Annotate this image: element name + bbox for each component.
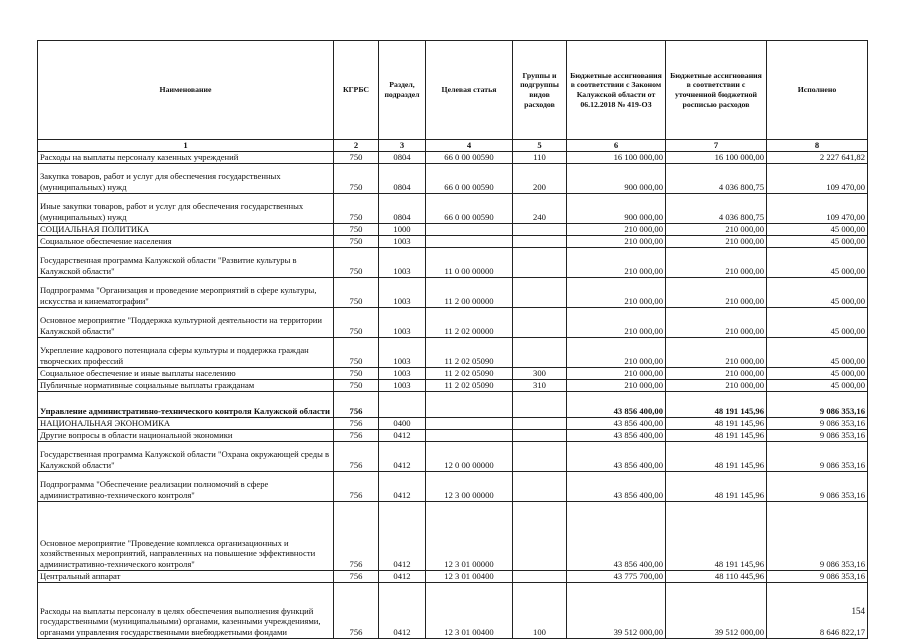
row-section: 1003 (379, 247, 426, 277)
column-number: 7 (666, 140, 767, 152)
row-target: 12 3 01 00400 (426, 570, 513, 582)
row-law-allocation: 210 000,00 (567, 307, 666, 337)
row-group: 310 (513, 379, 567, 391)
column-number: 5 (513, 140, 567, 152)
row-kgrbs: 750 (334, 379, 379, 391)
header-law-allocations: Бюджетные ассигнования в соответствии с Законом Калужской области от 06.12.2018 № 419-ОЗ (567, 41, 666, 140)
row-section: 0804 (379, 151, 426, 163)
row-kgrbs: 750 (334, 235, 379, 247)
row-section: 0412 (379, 501, 426, 570)
row-section: 1003 (379, 307, 426, 337)
header-kgrbs: КГРБС (334, 41, 379, 140)
row-executed: 9 086 353,16 (767, 417, 868, 429)
row-group: 200 (513, 163, 567, 193)
page-number: 154 (851, 606, 865, 616)
table-row (38, 235, 868, 247)
row-group (513, 391, 567, 417)
row-law-allocation: 210 000,00 (567, 223, 666, 235)
row-name: Подпрограмма "Обеспечение реализации полномочий в сфере административно-технического контроля" (38, 471, 334, 501)
row-law-allocation: 43 856 400,00 (567, 471, 666, 501)
row-group (513, 337, 567, 367)
row-name: Центральный аппарат (38, 570, 334, 582)
row-refined-allocation: 4 036 800,75 (666, 193, 767, 223)
row-target (426, 223, 513, 235)
table-body (38, 151, 868, 638)
row-name: Иные закупки товаров, работ и услуг для обеспечения государственных (муниципальных) нужд (38, 193, 334, 223)
row-kgrbs: 756 (334, 582, 379, 638)
row-name: Расходы на выплаты персоналу казенных учреждений (38, 151, 334, 163)
row-executed: 9 086 353,16 (767, 429, 868, 441)
row-refined-allocation: 210 000,00 (666, 223, 767, 235)
table-row (38, 379, 868, 391)
row-target (426, 235, 513, 247)
row-section: 1003 (379, 235, 426, 247)
row-law-allocation: 900 000,00 (567, 193, 666, 223)
row-executed: 45 000,00 (767, 307, 868, 337)
table-row (38, 307, 868, 337)
row-target: 66 0 00 00590 (426, 193, 513, 223)
row-target: 11 2 02 00000 (426, 307, 513, 337)
row-section: 0412 (379, 582, 426, 638)
row-kgrbs: 750 (334, 163, 379, 193)
row-law-allocation: 43 856 400,00 (567, 417, 666, 429)
row-target (426, 391, 513, 417)
table-row (38, 277, 868, 307)
header-row (38, 41, 868, 140)
row-section: 0804 (379, 193, 426, 223)
row-section: 0412 (379, 429, 426, 441)
row-executed: 45 000,00 (767, 247, 868, 277)
row-refined-allocation: 210 000,00 (666, 379, 767, 391)
column-number: 6 (567, 140, 666, 152)
header-refined-allocations: Бюджетные ассигнования в соответствии с уточненной бюджетной росписью расходов (666, 41, 767, 140)
row-executed: 8 646 822,17 (767, 582, 868, 638)
row-kgrbs: 756 (334, 441, 379, 471)
row-law-allocation: 43 856 400,00 (567, 441, 666, 471)
row-section: 1003 (379, 337, 426, 367)
row-kgrbs: 756 (334, 417, 379, 429)
row-executed: 45 000,00 (767, 367, 868, 379)
row-executed: 9 086 353,16 (767, 570, 868, 582)
row-target: 11 2 02 05090 (426, 367, 513, 379)
row-executed: 45 000,00 (767, 277, 868, 307)
row-refined-allocation: 210 000,00 (666, 337, 767, 367)
row-executed: 109 470,00 (767, 193, 868, 223)
row-law-allocation: 210 000,00 (567, 247, 666, 277)
row-name: Подпрограмма "Организация и проведение мероприятий в сфере культуры, искусства и кинематографии" (38, 277, 334, 307)
row-kgrbs: 750 (334, 247, 379, 277)
row-refined-allocation: 48 191 145,96 (666, 471, 767, 501)
row-kgrbs: 756 (334, 570, 379, 582)
row-section: 0412 (379, 441, 426, 471)
header-target: Целевая статья (426, 41, 513, 140)
row-name: Государственная программа Калужской области "Развитие культуры в Калужской области" (38, 247, 334, 277)
header-group: Группы и подгруппы видов расходов (513, 41, 567, 140)
row-target: 66 0 00 00590 (426, 163, 513, 193)
row-refined-allocation: 210 000,00 (666, 247, 767, 277)
row-group (513, 471, 567, 501)
row-executed: 2 227 641,82 (767, 151, 868, 163)
row-group (513, 235, 567, 247)
row-section: 1000 (379, 223, 426, 235)
row-target: 12 3 00 00000 (426, 471, 513, 501)
row-law-allocation: 43 856 400,00 (567, 429, 666, 441)
row-section: 1003 (379, 379, 426, 391)
row-refined-allocation: 210 000,00 (666, 307, 767, 337)
row-name: Публичные нормативные социальные выплаты гражданам (38, 379, 334, 391)
row-executed: 45 000,00 (767, 337, 868, 367)
row-group (513, 247, 567, 277)
row-section: 0400 (379, 417, 426, 429)
row-name: Основное мероприятие "Поддержка культурной деятельности на территории Калужской области" (38, 307, 334, 337)
row-law-allocation: 210 000,00 (567, 235, 666, 247)
row-kgrbs: 750 (334, 223, 379, 235)
row-group: 240 (513, 193, 567, 223)
row-name: Государственная программа Калужской области "Охрана окружающей среды в Калужской области" (38, 441, 334, 471)
header-executed: Исполнено (767, 41, 868, 140)
column-number: 8 (767, 140, 868, 152)
table-row (38, 151, 868, 163)
row-refined-allocation: 16 100 000,00 (666, 151, 767, 163)
row-executed: 9 086 353,16 (767, 391, 868, 417)
column-number: 2 (334, 140, 379, 152)
row-law-allocation: 210 000,00 (567, 379, 666, 391)
row-group: 300 (513, 367, 567, 379)
row-group (513, 307, 567, 337)
row-executed: 45 000,00 (767, 235, 868, 247)
row-kgrbs: 750 (334, 307, 379, 337)
row-group (513, 501, 567, 570)
row-name: Укрепление кадрового потенциала сферы культуры и поддержка граждан творческих профессий (38, 337, 334, 367)
row-kgrbs: 756 (334, 391, 379, 417)
row-section: 1003 (379, 367, 426, 379)
row-name: Социальное обеспечение и иные выплаты населению (38, 367, 334, 379)
row-refined-allocation: 48 110 445,96 (666, 570, 767, 582)
row-name: Закупка товаров, работ и услуг для обеспечения государственных (муниципальных) нужд (38, 163, 334, 193)
row-group (513, 570, 567, 582)
row-executed: 9 086 353,16 (767, 441, 868, 471)
table-row (38, 163, 868, 193)
row-law-allocation: 16 100 000,00 (567, 151, 666, 163)
row-law-allocation: 210 000,00 (567, 277, 666, 307)
column-number: 3 (379, 140, 426, 152)
row-group (513, 417, 567, 429)
row-law-allocation: 900 000,00 (567, 163, 666, 193)
row-target (426, 417, 513, 429)
row-executed: 9 086 353,16 (767, 471, 868, 501)
row-target: 11 0 00 00000 (426, 247, 513, 277)
row-refined-allocation: 48 191 145,96 (666, 429, 767, 441)
row-section: 0412 (379, 570, 426, 582)
row-refined-allocation: 48 191 145,96 (666, 391, 767, 417)
row-name: НАЦИОНАЛЬНАЯ ЭКОНОМИКА (38, 417, 334, 429)
row-group (513, 223, 567, 235)
row-target (426, 429, 513, 441)
row-name: Основное мероприятие "Проведение комплекса организационных и хозяйственных мероприятий, направленных на повышение эффективности административно-технического контроля" (38, 501, 334, 570)
row-group (513, 277, 567, 307)
row-section (379, 391, 426, 417)
table-row (38, 193, 868, 223)
row-law-allocation: 210 000,00 (567, 367, 666, 379)
table-row (38, 582, 868, 638)
row-kgrbs: 750 (334, 277, 379, 307)
row-executed: 45 000,00 (767, 223, 868, 235)
row-law-allocation: 43 775 700,00 (567, 570, 666, 582)
header-name: Наименование (38, 41, 334, 140)
row-executed: 9 086 353,16 (767, 501, 868, 570)
table-row (38, 391, 868, 417)
table-row (38, 223, 868, 235)
row-refined-allocation: 4 036 800,75 (666, 163, 767, 193)
budget-table (37, 40, 868, 639)
row-kgrbs: 756 (334, 429, 379, 441)
table-row (38, 429, 868, 441)
row-target: 11 2 02 05090 (426, 379, 513, 391)
row-law-allocation: 39 512 000,00 (567, 582, 666, 638)
table-row (38, 247, 868, 277)
row-group (513, 429, 567, 441)
row-law-allocation: 43 856 400,00 (567, 391, 666, 417)
row-refined-allocation: 39 512 000,00 (666, 582, 767, 638)
row-target: 12 0 00 00000 (426, 441, 513, 471)
row-executed: 109 470,00 (767, 163, 868, 193)
header-section: Раздел, подраздел (379, 41, 426, 140)
row-target: 11 2 00 00000 (426, 277, 513, 307)
table-row (38, 337, 868, 367)
row-name: Другие вопросы в области национальной экономики (38, 429, 334, 441)
row-section: 0804 (379, 163, 426, 193)
row-kgrbs: 756 (334, 471, 379, 501)
column-number: 1 (38, 140, 334, 152)
row-refined-allocation: 210 000,00 (666, 277, 767, 307)
row-name: Социальное обеспечение населения (38, 235, 334, 247)
row-refined-allocation: 210 000,00 (666, 235, 767, 247)
row-refined-allocation: 210 000,00 (666, 367, 767, 379)
row-section: 0412 (379, 471, 426, 501)
row-target: 12 3 01 00000 (426, 501, 513, 570)
table-row (38, 367, 868, 379)
table-row (38, 417, 868, 429)
table-row (38, 570, 868, 582)
row-refined-allocation: 48 191 145,96 (666, 441, 767, 471)
row-kgrbs: 750 (334, 151, 379, 163)
row-name: Расходы на выплаты персоналу в целях обеспечения выполнения функций государственными (муниципальными) органами, казенными учреждениями, органами управления государственными внебюджетными фондами (38, 582, 334, 638)
row-refined-allocation: 48 191 145,96 (666, 417, 767, 429)
column-number-row (38, 140, 868, 152)
table-row (38, 501, 868, 570)
row-target: 12 3 01 00400 (426, 582, 513, 638)
row-executed: 45 000,00 (767, 379, 868, 391)
row-kgrbs: 750 (334, 367, 379, 379)
row-group: 100 (513, 582, 567, 638)
row-section: 1003 (379, 277, 426, 307)
column-number: 4 (426, 140, 513, 152)
row-name: СОЦИАЛЬНАЯ ПОЛИТИКА (38, 223, 334, 235)
row-group: 110 (513, 151, 567, 163)
row-kgrbs: 750 (334, 193, 379, 223)
row-target: 66 0 00 00590 (426, 151, 513, 163)
row-target: 11 2 02 05090 (426, 337, 513, 367)
row-kgrbs: 750 (334, 337, 379, 367)
table-row (38, 471, 868, 501)
table-row (38, 441, 868, 471)
row-kgrbs: 756 (334, 501, 379, 570)
row-law-allocation: 210 000,00 (567, 337, 666, 367)
row-group (513, 441, 567, 471)
row-refined-allocation: 48 191 145,96 (666, 501, 767, 570)
row-law-allocation: 43 856 400,00 (567, 501, 666, 570)
row-name: Управление административно-технического контроля Калужской области (38, 391, 334, 417)
